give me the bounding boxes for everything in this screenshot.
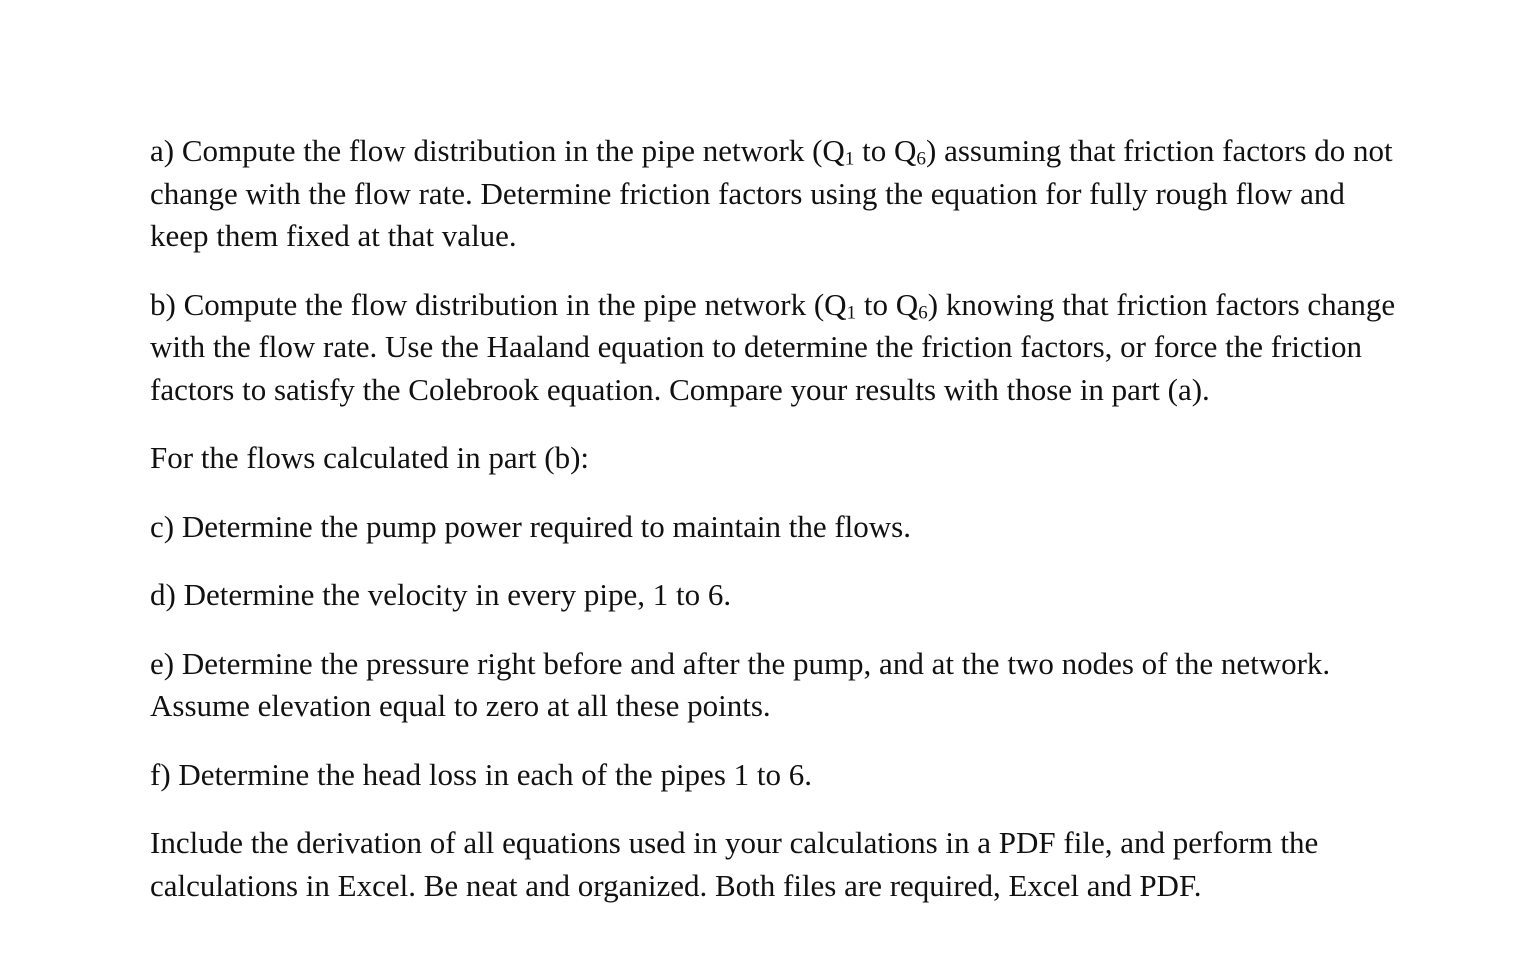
paragraph-a-q1-subscript: 1 — [844, 148, 855, 170]
paragraph-include: Include the derivation of all equations used in your calculations in a PDF file, and perform the calculations in Excel. Be neat and organized. Both files are required, Excel and PDF. — [150, 825, 1319, 903]
paragraph-a — [150, 130, 1410, 258]
paragraph-b — [150, 284, 1410, 412]
paragraph-e: e) Determine the pressure right before and after the pump, and at the two nodes of the network. Assume elevation equal to zero at all these points. — [150, 645, 1331, 723]
paragraph-a-text-2: to Q — [854, 133, 917, 168]
paragraph-b-q6-subscript: 6 — [918, 301, 928, 323]
paragraph-b-text-2: to Q — [856, 286, 919, 322]
paragraph-for-flows: For the flows calculated in part (b): — [150, 440, 590, 475]
paragraph-a-text-3: ) assuming that friction factors do not change with the flow rate. Determine friction factors using the equation for fully rough flow and keep them fixed at that value. — [150, 133, 1393, 253]
paragraph-b-text-1: b) Compute the flow distribution in the pipe network (Q — [150, 286, 847, 322]
paragraph-c: c) Determine the pump power required to maintain the flows. — [150, 508, 911, 544]
paragraph-a-text-1: a) Compute the flow distribution in the pipe network (Q — [150, 133, 845, 168]
paragraph-a-q6-subscript: 6 — [916, 148, 927, 170]
paragraph-b-q1-subscript: 1 — [846, 301, 857, 323]
paragraph-d: d) Determine the velocity in every pipe, 1 to 6. — [150, 577, 732, 612]
paragraph-b-text-3: ) knowing that friction factors change with the flow rate. Use the Haaland equation to determine the friction factors, or force the friction factors to satisfy the Colebrook equation. Compare your results with those in part (a). — [150, 286, 1396, 407]
paragraph-f: f) Determine the head loss in each of the pipes 1 to 6. — [150, 756, 812, 792]
document-body — [150, 130, 1410, 907]
